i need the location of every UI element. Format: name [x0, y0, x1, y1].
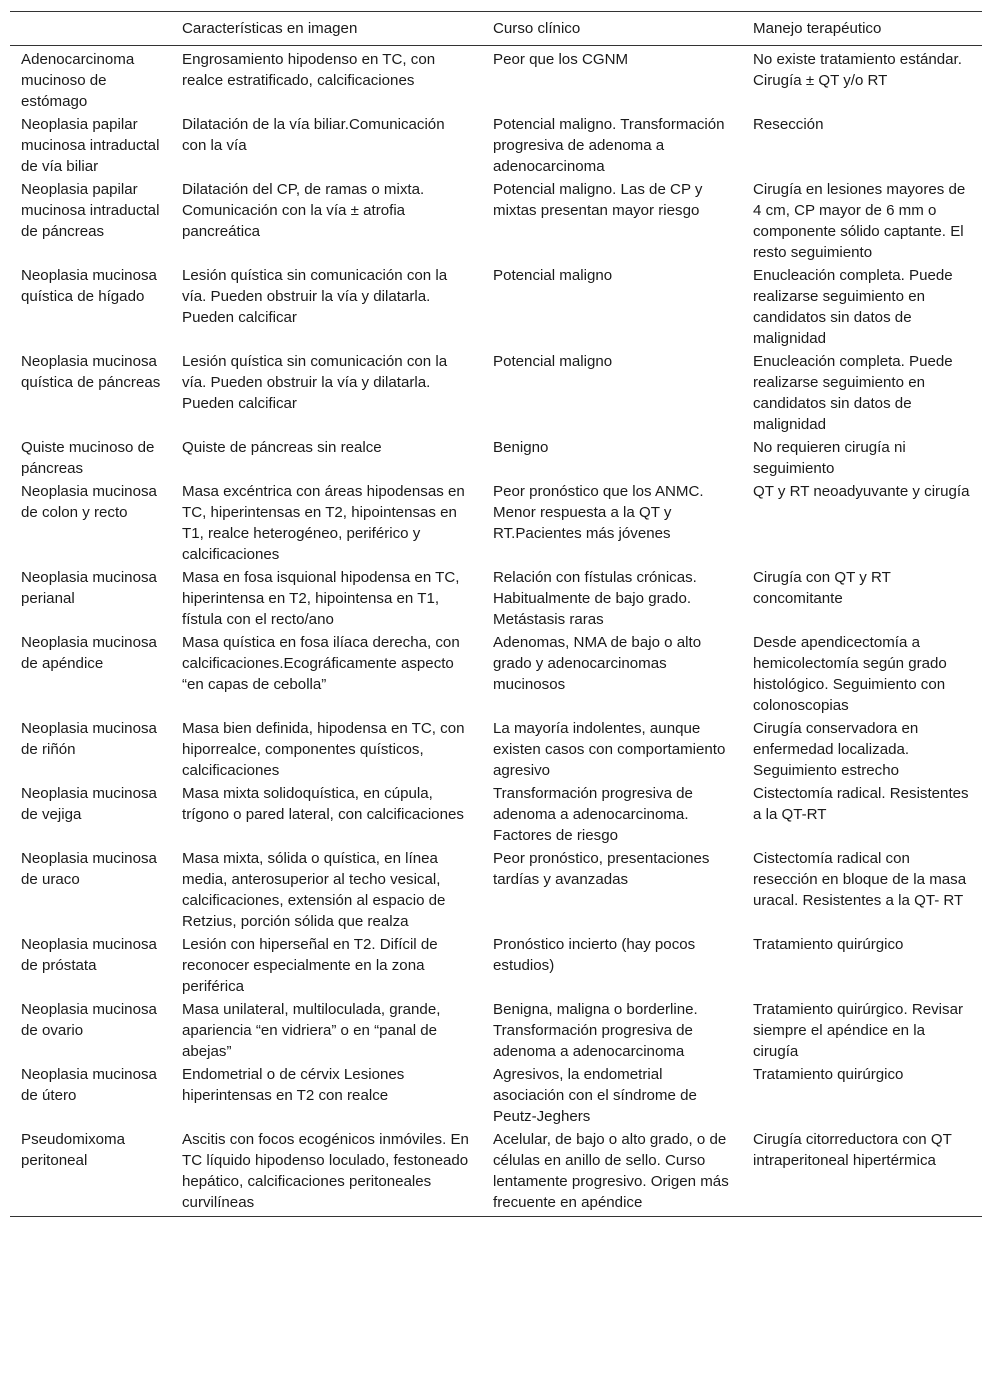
- table-row: [10, 998, 982, 1063]
- table-cell: Cirugía conservadora en enfermedad localizada. Seguimiento estrecho: [753, 720, 919, 779]
- table-cell: No existe tratamiento estándar. Cirugía ± QT y/o RT: [753, 51, 962, 89]
- table-row: [10, 933, 982, 998]
- header-cell: Manejo terapéutico: [753, 20, 882, 37]
- row-label-cell: Neoplasia mucinosa perianal: [21, 569, 157, 607]
- row-label-cell: Neoplasia mucinosa de ovario: [21, 1001, 157, 1039]
- table-cell: Masa bien definida, hipodensa en TC, con hiporrealce, componentes quísticos, calcificaciones: [182, 720, 465, 779]
- table-row: [10, 264, 982, 350]
- table-cell: Masa quística en fosa ilíaca derecha, con calcificaciones.Ecográficamente aspecto “en capas de cebolla”: [182, 634, 460, 693]
- row-label-cell: Neoplasia mucinosa de riñón: [21, 720, 157, 758]
- table-row: [10, 350, 982, 436]
- table-cell: Enucleación completa. Puede realizarse seguimiento en candidatos sin datos de malignidad: [753, 267, 953, 347]
- table-cell: Benigno: [493, 439, 549, 456]
- table-body: [10, 46, 982, 1217]
- row-label-cell: Neoplasia papilar mucinosa intraductal de páncreas: [21, 181, 160, 240]
- table-cell: Cirugía citorreductora con QT intraperitoneal hipertérmica: [753, 1131, 952, 1169]
- table-cell: Endometrial o de cérvix Lesiones hiperintensas en T2 con realce: [182, 1066, 405, 1104]
- table-cell: Tratamiento quirúrgico. Revisar siempre el apéndice en la cirugía: [753, 1001, 963, 1060]
- table-row: [10, 717, 982, 782]
- table-cell: Peor pronóstico que los ANMC. Menor respuesta a la QT y RT.Pacientes más jóvenes: [493, 483, 704, 542]
- table-cell: Masa en fosa isquional hipodensa en TC, hiperintensa en T2, hipointensa en T1, fístula con el recto/ano: [182, 569, 460, 628]
- table-cell: Tratamiento quirúrgico: [753, 1066, 904, 1083]
- table-cell: Engrosamiento hipodenso en TC, con realce estratificado, calcificaciones: [182, 51, 436, 89]
- table-cell: Peor pronóstico, presentaciones tardías y avanzadas: [493, 850, 710, 888]
- header-row: [10, 12, 982, 46]
- table-cell: Enucleación completa. Puede realizarse seguimiento en candidatos sin datos de malignidad: [753, 353, 953, 433]
- table-cell: Potencial maligno: [493, 267, 613, 284]
- table-cell: Dilatación del CP, de ramas o mixta. Comunicación con la vía ± atrofia pancreática: [182, 181, 425, 240]
- table-cell: Lesión con hiperseñal en T2. Difícil de reconocer especialmente en la zona periférica: [182, 936, 438, 995]
- table-row: [10, 782, 982, 847]
- row-label-cell: Quiste mucinoso de páncreas: [21, 439, 155, 477]
- table-cell: Benigna, maligna o borderline. Transformación progresiva de adenoma a adenocarcinoma: [493, 1001, 698, 1060]
- header-cell: [10, 12, 171, 46]
- row-label-cell: Neoplasia mucinosa quística de páncreas: [21, 353, 161, 391]
- table-cell: Masa unilateral, multiloculada, grande, apariencia “en vidriera” o en “panal de abejas”: [182, 1001, 441, 1060]
- table-cell: Masa excéntrica con áreas hipodensas en TC, hiperintensas en T2, hipointensas en T1, realce heterogéneo, periférico y calcificaciones: [182, 483, 465, 563]
- table-row: [10, 46, 982, 114]
- table-cell: Masa mixta, sólida o quística, en línea media, anterosuperior al techo vesical, calcificaciones, extensión al espacio de Retzius, porción sólida que realza: [182, 850, 446, 930]
- table-cell: Acelular, de bajo o alto grado, o de células en anillo de sello. Curso lentamente progresivo. Origen más frecuente en apéndice: [493, 1131, 729, 1211]
- table-cell: Ascitis con focos ecogénicos inmóviles. En TC líquido hipodenso loculado, festoneado hepático, calcificaciones peritoneales curvilíneas: [182, 1131, 469, 1211]
- row-label-cell: Neoplasia papilar mucinosa intraductal de vía biliar: [21, 116, 160, 175]
- table-cell: Potencial maligno. Las de CP y mixtas presentan mayor riesgo: [493, 181, 703, 219]
- header-cell: Curso clínico: [493, 20, 581, 37]
- table-cell: Potencial maligno: [493, 353, 613, 370]
- row-label-cell: Pseudomixoma peritoneal: [21, 1131, 126, 1169]
- table-row: [10, 847, 982, 933]
- header-cell: Características en imagen: [182, 20, 358, 37]
- table-row: [10, 480, 982, 566]
- table-cell: Cistectomía radical. Resistentes a la QT-RT: [753, 785, 969, 823]
- table-cell: Agresivos, la endometrial asociación con el síndrome de Peutz-Jeghers: [493, 1066, 697, 1125]
- table-row: [10, 113, 982, 178]
- row-label-cell: Neoplasia mucinosa de apéndice: [21, 634, 157, 672]
- table-row: [10, 436, 982, 480]
- table-cell: Pronóstico incierto (hay pocos estudios): [493, 936, 696, 974]
- row-label-cell: Neoplasia mucinosa quística de hígado: [21, 267, 157, 305]
- table-cell: QT y RT neoadyuvante y cirugía: [753, 483, 970, 500]
- table-cell: Tratamiento quirúrgico: [753, 936, 904, 953]
- row-label-cell: Neoplasia mucinosa de próstata: [21, 936, 157, 974]
- table-cell: Resección: [753, 116, 824, 133]
- table-cell: La mayoría indolentes, aunque existen casos con comportamiento agresivo: [493, 720, 726, 779]
- table-cell: Quiste de páncreas sin realce: [182, 439, 382, 456]
- table-cell: No requieren cirugía ni seguimiento: [753, 439, 906, 477]
- table-cell: Peor que los CGNM: [493, 51, 629, 68]
- table-cell: Relación con fístulas crónicas. Habitualmente de bajo grado. Metástasis raras: [493, 569, 697, 628]
- row-label-cell: Adenocarcinoma mucinoso de estómago: [21, 51, 135, 110]
- table-cell: Transformación progresiva de adenoma a adenocarcinoma. Factores de riesgo: [493, 785, 693, 844]
- row-label-cell: Neoplasia mucinosa de colon y recto: [21, 483, 157, 521]
- table-cell: Cirugía con QT y RT concomitante: [753, 569, 891, 607]
- table-row: [10, 566, 982, 631]
- table-cell: Masa mixta solidoquística, en cúpula, trígono o pared lateral, con calcificaciones: [182, 785, 464, 823]
- row-label-cell: Neoplasia mucinosa de uraco: [21, 850, 157, 888]
- table-cell: Potencial maligno. Transformación progresiva de adenoma a adenocarcinoma: [493, 116, 725, 175]
- table-cell: Cirugía en lesiones mayores de 4 cm, CP mayor de 6 mm o componente sólido captante. El resto seguimiento: [753, 181, 966, 261]
- table-row: [10, 631, 982, 717]
- table-row: [10, 1063, 982, 1128]
- table-cell: Lesión quística sin comunicación con la vía. Pueden obstruir la vía y dilatarla. Pueden calcificar: [182, 353, 448, 412]
- table-cell: Cistectomía radical con resección en bloque de la masa uracal. Resistentes a la QT- RT: [753, 850, 967, 909]
- row-label-cell: Neoplasia mucinosa de útero: [21, 1066, 157, 1104]
- table-cell: Lesión quística sin comunicación con la vía. Pueden obstruir la vía y dilatarla. Pueden calcificar: [182, 267, 448, 326]
- table-cell: Adenomas, NMA de bajo o alto grado y adenocarcinomas mucinosos: [493, 634, 702, 693]
- data-table: [10, 11, 982, 1217]
- table-cell: Dilatación de la vía biliar.Comunicación con la vía: [182, 116, 445, 154]
- table-row: [10, 178, 982, 264]
- table-row: [10, 1128, 982, 1217]
- table-cell: Desde apendicectomía a hemicolectomía según grado histológico. Seguimiento con colonoscopias: [753, 634, 947, 714]
- row-label-cell: Neoplasia mucinosa de vejiga: [21, 785, 157, 823]
